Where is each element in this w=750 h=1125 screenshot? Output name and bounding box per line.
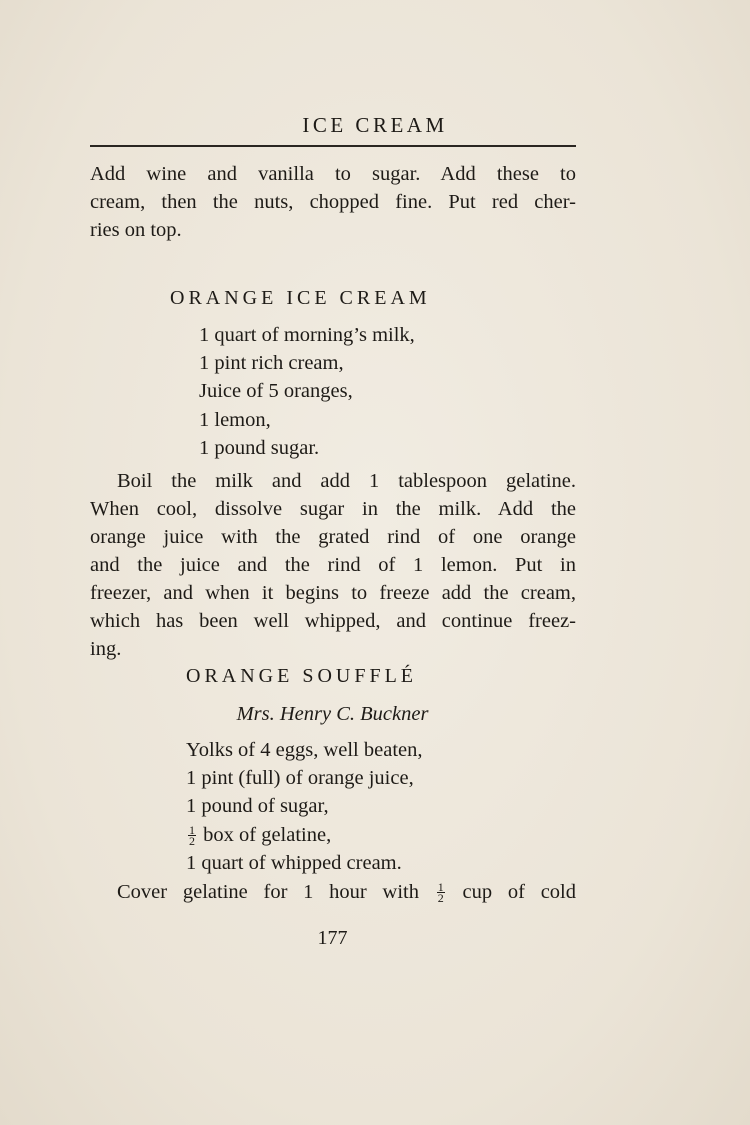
fraction-numerator: 1 <box>189 822 195 837</box>
orange-souffle-title: ORANGE SOUFFLÉ <box>186 665 418 687</box>
orange-souffle-directions <box>90 878 576 906</box>
directions-start: Cover gelatine for 1 hour with <box>117 881 419 903</box>
ingredient-text: box of gelatine, <box>203 823 332 846</box>
ingredient-item: Juice of 5 oranges, <box>199 380 353 403</box>
fraction-numerator: 1 <box>437 880 444 894</box>
text-line: which has been well whipped, and continue freez- <box>90 610 576 632</box>
recipe-author: Mrs. Henry C. Buckner <box>236 703 429 725</box>
page-number: 177 <box>317 927 348 949</box>
text-line <box>90 878 576 906</box>
orange-ice-cream-directions <box>90 467 576 663</box>
text-line: cream, then the nuts, chopped fine. Put red cher- <box>90 191 576 213</box>
text-line: Add wine and vanilla to sugar. Add these to <box>90 163 576 185</box>
intro-paragraph <box>90 160 576 244</box>
ingredient-item: 1 pint (full) of orange juice, <box>186 767 414 790</box>
running-head: ICE CREAM <box>302 113 448 137</box>
ingredient-item: 1 lemon, <box>199 408 271 431</box>
fraction-denominator: 2 <box>437 891 444 905</box>
ingredient-item: 1 pound of sugar, <box>186 795 329 818</box>
ingredient-item <box>186 821 423 849</box>
text-line: and the juice and the rind of 1 lemon. Put in <box>90 554 576 576</box>
orange-ice-cream-title: ORANGE ICE CREAM <box>170 287 431 309</box>
ingredient-item: Yolks of 4 eggs, well beaten, <box>186 739 423 761</box>
text-line: When cool, dissolve sugar in the milk. Add the <box>90 498 576 520</box>
directions-end: cup of cold <box>462 881 576 903</box>
ingredient-item: 1 pint rich cream, <box>199 352 344 375</box>
half-fraction <box>437 882 445 903</box>
half-fraction <box>188 822 196 848</box>
orange-ice-cream-ingredients <box>199 321 415 462</box>
ingredient-item: 1 quart of whipped cream. <box>186 851 402 874</box>
text-line: Boil the milk and add 1 tablespoon gelatine. <box>117 470 576 492</box>
ingredient-item: 1 quart of morning’s milk, <box>199 324 415 346</box>
orange-souffle-ingredients <box>186 736 423 877</box>
text-line: ries on top. <box>90 219 182 241</box>
text-line: freezer, and when it begins to freeze add the cream, <box>90 582 576 604</box>
fraction-denominator: 2 <box>189 833 195 848</box>
text-line: orange juice with the grated rind of one orange <box>90 526 576 548</box>
header-rule <box>90 145 576 147</box>
ingredient-item: 1 pound sugar. <box>199 436 320 459</box>
text-line: ing. <box>90 638 122 660</box>
